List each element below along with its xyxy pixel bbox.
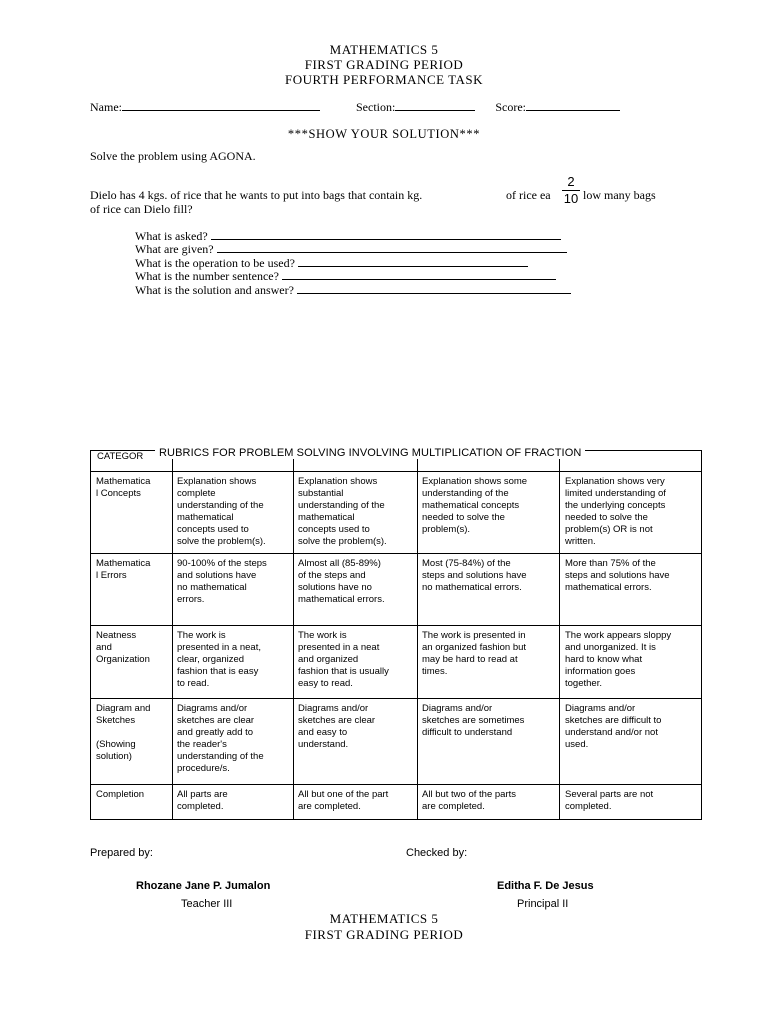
rubric-criteria-cell: Explanation shows some understanding of the mathematical concepts needed to solve the problem(s). [422, 476, 528, 535]
fraction-numerator: 2 [567, 174, 575, 189]
checked-by-label: Checked by: [406, 847, 468, 859]
rubric-criteria-cell: Diagrams and/or sketches are clear and easy to understand. [298, 703, 376, 750]
rubric-criteria-cell: All but two of the parts are completed. [422, 789, 516, 812]
rubric-criteria-cell: Diagrams and/or sketches are sometimes difficult to understand [422, 703, 525, 738]
section-label: Section: [356, 100, 396, 114]
problem-part3: low many bags [583, 188, 656, 202]
rubric-criteria-cell: Several parts are not completed. [565, 789, 654, 812]
rubric-col-divider [172, 451, 173, 819]
rubric-criteria-cell: Explanation shows substantial understanding of the mathematical concepts used to solve the problem(s). [298, 476, 387, 547]
preparer-name: Rhozane Jane P. Jumalon [136, 880, 271, 892]
rubric-criteria-cell: The work appears sloppy and unorganized. It is hard to know what information goes together. [565, 630, 672, 689]
checker-name: Editha F. De Jesus [497, 880, 594, 892]
rubric-col-divider [417, 451, 418, 819]
problem-text-line2: of rice can Dielo fill? [90, 202, 193, 216]
rubric-col-divider [559, 451, 560, 819]
question-solution [135, 282, 571, 298]
rubric-category-cell: Diagram and Sketches (Showing solution) [96, 703, 151, 762]
name-field[interactable] [122, 99, 320, 111]
rubric-category-cell: Mathematica l Errors [96, 558, 151, 581]
answer-field-asked[interactable] [211, 228, 561, 240]
doc-title-task: FOURTH PERFORMANCE TASK [285, 72, 483, 87]
rubric-criteria-cell: Explanation shows complete understanding of the mathematical concepts used to solve the problem(s). [177, 476, 266, 547]
rubric-criteria-cell: Explanation shows very limited understanding of the underlying concepts needed to solve the problem(s) OR is not written. [565, 476, 666, 547]
rubric-row-divider [91, 784, 701, 785]
rubric-category-header: CATEGOR [97, 451, 144, 462]
rubric-criteria-cell: Almost all (85-89%) of the steps and solutions have no mathematical errors. [298, 558, 385, 605]
rubric-row-divider [91, 625, 701, 626]
question-operation-label: What is the operation to be used? [135, 256, 295, 270]
score-label: Score: [495, 100, 526, 114]
rubric-row-divider [91, 698, 701, 699]
next-page-title-period: FIRST GRADING PERIOD [304, 927, 464, 942]
rubric-criteria-cell: All but one of the part are completed. [298, 789, 389, 812]
problem-part1: Dielo has 4 kgs. of rice that he wants to put into bags that contain kg. [90, 188, 423, 202]
rubric-col-divider [293, 451, 294, 819]
rubric-title: RUBRICS FOR PROBLEM SOLVING INVOLVING MULTIPLICATION OF FRACTION [155, 447, 585, 459]
problem-part2: of rice ea [506, 188, 551, 202]
student-info-row [90, 99, 620, 115]
rubric-category-cell: Completion [96, 789, 145, 800]
show-solution-banner: ***SHOW YOUR SOLUTION*** [287, 127, 481, 141]
rubric-criteria-cell: 90-100% of the steps and solutions have no mathematical errors. [177, 558, 267, 605]
question-solution-label: What is the solution and answer? [135, 283, 294, 297]
next-page-title-subject: MATHEMATICS 5 [329, 911, 439, 926]
answer-field-solution[interactable] [297, 282, 571, 294]
rubric-criteria-cell: The work is presented in a neat, clear, organized fashion that is easy to read. [177, 630, 261, 689]
problem-text-line1 [90, 188, 422, 203]
checker-title: Principal II [517, 898, 569, 910]
rubric-category-cell: Neatness and Organization [96, 630, 150, 665]
doc-title-period: FIRST GRADING PERIOD [304, 57, 464, 72]
question-number-sentence-label: What is the number sentence? [135, 269, 279, 283]
question-asked-label: What is asked? [135, 229, 208, 243]
rubric-criteria-cell: All parts are completed. [177, 789, 228, 812]
prepared-by-label: Prepared by: [90, 847, 153, 859]
rubric-criteria-cell: Most (75-84%) of the steps and solutions have no mathematical errors. [422, 558, 527, 593]
section-field[interactable] [395, 99, 475, 111]
name-label: Name: [90, 100, 122, 114]
rubric-criteria-cell: The work is presented in a neat and organized fashion that is usually easy to read. [298, 630, 389, 689]
score-field[interactable] [526, 99, 620, 111]
fraction-denominator: 10 [563, 191, 579, 206]
rubric-category-cell: Mathematica l Concepts [96, 476, 151, 499]
rubric-row-divider [91, 553, 701, 554]
rubric-criteria-cell: The work is presented in an organized fashion but may be hard to read at times. [422, 630, 527, 677]
directions-text: Solve the problem using AGONA. [90, 149, 256, 163]
answer-field-operation[interactable] [298, 255, 528, 267]
rubric-criteria-cell: More than 75% of the steps and solutions have mathematical errors. [565, 558, 670, 593]
doc-title-subject: MATHEMATICS 5 [329, 42, 439, 57]
answer-field-number-sentence[interactable] [282, 268, 556, 280]
answer-field-given[interactable] [217, 241, 567, 253]
fraction-two-tenths [560, 175, 582, 206]
rubric-table [90, 450, 702, 820]
rubric-criteria-cell: Diagrams and/or sketches are difficult to understand and/or not used. [565, 703, 662, 750]
rubric-title-rule [650, 450, 702, 451]
preparer-title: Teacher III [181, 898, 233, 910]
question-given-label: What are given? [135, 242, 214, 256]
rubric-criteria-cell: Diagrams and/or sketches are clear and greatly add to the reader's understanding of the procedure/s. [177, 703, 264, 774]
rubric-row-divider [91, 471, 701, 472]
